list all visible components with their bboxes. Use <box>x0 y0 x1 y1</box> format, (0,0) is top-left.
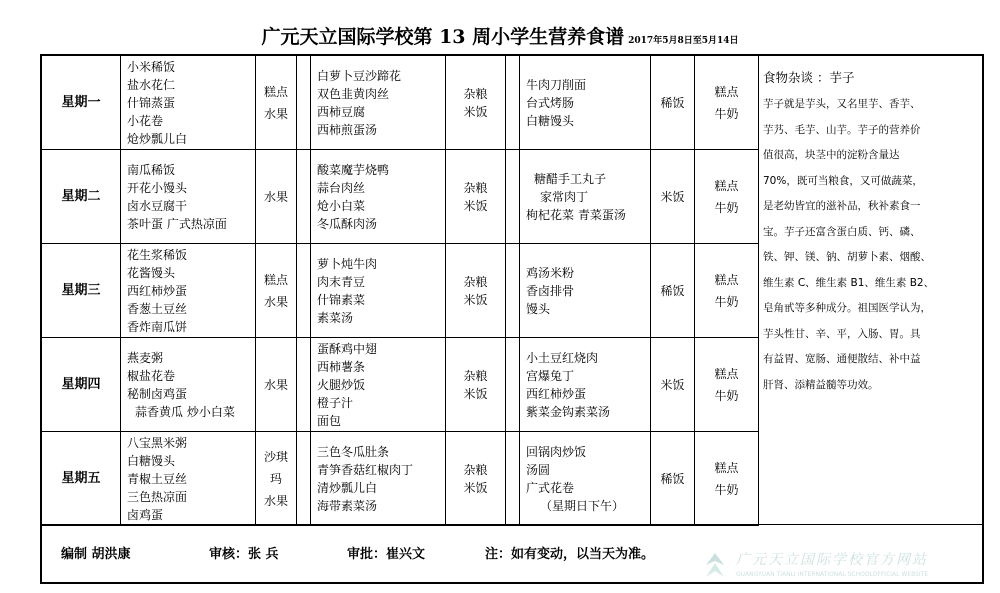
breakfast-cell-item: 南瓜稀饭 <box>127 162 176 177</box>
evening-snack-cell-item: 牛奶 <box>714 482 739 497</box>
table-row <box>42 150 759 244</box>
lunch-dishes-cell-item: 冬瓜酥肉汤 <box>317 216 378 231</box>
evening-snack-cell <box>695 244 759 338</box>
lunch-dishes-cell-item: 蒜台肉丝 <box>317 180 366 195</box>
evening-snack-cell-item: 糕点 <box>714 272 739 287</box>
dinner-staple-cell-item: 米饭 <box>660 377 685 392</box>
reviewer-label: 审核：张 兵 <box>209 547 279 562</box>
trivia-body <box>763 92 978 398</box>
evening-snack-cell-item: 糕点 <box>714 460 739 475</box>
breakfast-cell <box>121 56 256 150</box>
lunch-staple-cell-item: 杂粮 <box>463 462 488 477</box>
lunch-staple-cell-item: 米饭 <box>463 386 488 401</box>
table-row <box>42 338 759 432</box>
dinner-dishes-cell-item: 家常肉丁 <box>540 189 589 204</box>
dinner-dishes-cell-item: 广式花卷 <box>526 480 575 495</box>
lunch-dishes-cell-item: 火腿炒饭 <box>317 377 366 392</box>
trivia-line: 芋头性甘、辛、平，入肠、胃。具 <box>763 327 921 340</box>
trivia-line: 铁、钾、镁、钠、胡萝卜素、烟酸、 <box>763 251 931 263</box>
school-logo-icon <box>700 551 730 579</box>
dinner-staple-cell-item: 稀饭 <box>660 95 685 110</box>
evening-snack-cell-item: 牛奶 <box>714 294 739 309</box>
morning-snack-cell-item: 糕点 <box>263 84 288 99</box>
evening-snack-cell <box>695 338 759 432</box>
breakfast-cell-item: 卤鸡蛋 <box>127 507 164 522</box>
watermark-text: 广元天立国际学校官方网站 <box>736 552 928 568</box>
morning-snack-cell-item: 沙琪 <box>263 449 288 464</box>
trivia-line: 70%，既可当粮食，又可做蔬菜， <box>763 174 923 187</box>
lunch-dishes-cell-item: 双色韭黄肉丝 <box>317 86 390 101</box>
breakfast-cell-item: 花生浆稀饭 <box>127 247 188 262</box>
lunch-dishes-cell-item: 三色冬瓜肚条 <box>317 444 390 459</box>
breakfast-cell-item: 椒盐花卷 <box>127 368 176 383</box>
breakfast-cell-item: 小花卷 <box>127 113 164 128</box>
lunch-dishes-cell-item: 肉末青豆 <box>317 274 366 289</box>
breakfast-cell-item: 小米稀饭 <box>127 59 176 74</box>
day-label: 星期一 <box>42 56 121 150</box>
evening-snack-cell <box>695 150 759 244</box>
lunch-staple-cell-item: 杂粮 <box>463 274 488 289</box>
lunch-dishes-cell <box>311 150 446 244</box>
lunch-staple-cell-item: 米饭 <box>463 104 488 119</box>
breakfast-cell-item: 燕麦粥 <box>127 350 164 365</box>
menu-table <box>41 55 759 526</box>
breakfast-cell-item: 青椒土豆丝 <box>127 471 188 486</box>
evening-snack-cell <box>695 432 759 526</box>
menu-body <box>42 56 759 526</box>
day-label: 星期四 <box>42 338 121 432</box>
page-title <box>0 22 1000 49</box>
lunch-staple-cell-item: 米饭 <box>463 480 488 495</box>
dinner-dishes-cell <box>520 150 651 244</box>
breakfast-cell <box>121 150 256 244</box>
morning-snack-cell <box>256 432 297 526</box>
title-text: 广元天立国际学校第 13 周小学生营养食谱 <box>261 26 625 48</box>
trivia-heading: 食物杂谈 ：芋子 <box>763 70 855 85</box>
lunch-dishes-cell-item: 西柿豆腐 <box>317 104 366 119</box>
morning-snack-cell-item: 水果 <box>263 106 288 121</box>
lunch-staple-cell-item: 杂粮 <box>463 86 488 101</box>
dinner-dishes-cell-item: 馒头 <box>526 301 551 316</box>
evening-snack-cell-item: 糕点 <box>714 84 739 99</box>
lunch-staple-cell-item: 杂粮 <box>463 368 488 383</box>
lunch-dishes-cell-item: 面包 <box>317 413 342 428</box>
breakfast-cell-item: 秘制卤鸡蛋 <box>127 386 188 401</box>
breakfast-cell <box>121 432 256 526</box>
morning-snack-cell-item: 水果 <box>263 294 288 309</box>
breakfast-cell-item: 开花小馒头 <box>127 180 188 195</box>
spacer-cell <box>506 432 520 526</box>
lunch-dishes-cell <box>311 244 446 338</box>
evening-snack-cell-item: 牛奶 <box>714 388 739 403</box>
spacer-cell <box>297 338 311 432</box>
spacer-cell <box>297 56 311 150</box>
dinner-dishes-cell-item: 紫菜金钩素菜汤 <box>526 404 611 419</box>
dinner-dishes-cell-item: 台式烤肠 <box>526 95 575 110</box>
morning-snack-cell-item: 水果 <box>263 189 288 204</box>
dinner-staple-cell <box>651 56 695 150</box>
food-trivia-panel <box>758 56 982 524</box>
breakfast-cell <box>121 338 256 432</box>
day-label: 星期二 <box>42 150 121 244</box>
evening-snack-cell-item: 牛奶 <box>714 106 739 121</box>
morning-snack-cell <box>256 56 297 150</box>
lunch-dishes-cell-item: 萝卜炖牛肉 <box>317 256 378 271</box>
lunch-dishes-cell-item: 清炒瓢儿白 <box>317 480 378 495</box>
dinner-dishes-cell-item: 白糖馒头 <box>526 113 575 128</box>
school-watermark <box>700 549 990 589</box>
breakfast-cell <box>121 244 256 338</box>
spacer-cell <box>506 56 520 150</box>
table-row <box>42 432 759 526</box>
evening-snack-cell <box>695 56 759 150</box>
trivia-line: 皂角甙等多种成分。祖国医学认为， <box>763 302 931 314</box>
dinner-dishes-cell <box>520 338 651 432</box>
spacer-cell <box>506 244 520 338</box>
spacer-cell <box>506 150 520 244</box>
morning-snack-cell-item: 水果 <box>263 493 288 508</box>
morning-snack-cell <box>256 244 297 338</box>
dinner-dishes-cell-item: 宫爆兔丁 <box>526 368 575 383</box>
breakfast-cell-item: 白糖馒头 <box>127 453 176 468</box>
morning-snack-cell <box>256 150 297 244</box>
spacer-cell <box>297 432 311 526</box>
lunch-staple-cell-item: 米饭 <box>463 292 488 307</box>
breakfast-cell-item: 三色热凉面 <box>127 489 188 504</box>
dinner-dishes-cell-item: 汤圆 <box>526 462 551 477</box>
lunch-dishes-cell-item: 青笋香菇红椒肉丁 <box>317 462 414 477</box>
table-row <box>42 244 759 338</box>
lunch-dishes-cell-item: 西柿薯条 <box>317 359 366 374</box>
evening-snack-cell-item: 糕点 <box>714 366 739 381</box>
spacer-cell <box>506 338 520 432</box>
trivia-line: 是老幼皆宜的滋补品，秋补素食一 <box>763 200 921 212</box>
lunch-dishes-cell-item: 海带素菜汤 <box>317 498 378 513</box>
trivia-line: 宝。芋子还富含蛋白质、钙、磷、 <box>763 225 921 238</box>
dinner-staple-cell-item: 稀饭 <box>660 471 685 486</box>
lunch-staple-cell <box>446 56 506 150</box>
approver-label: 审批：崔兴文 <box>347 547 426 562</box>
day-label: 星期五 <box>42 432 121 526</box>
trivia-line: 芋艿、毛芋、山芋。芋子的营养价 <box>763 123 921 136</box>
note-label: 注：如有变动，以当天为准。 <box>485 547 655 562</box>
dinner-dishes-cell-item: （星期日下午） <box>540 498 625 513</box>
watermark-subtext: GUANGYUAN TIANLI INTERNATIONAL SCHOOLOFFICIAL WEBSITE <box>736 571 929 578</box>
breakfast-cell-item: 卤水豆腐干 <box>127 198 188 213</box>
lunch-dishes-cell-item: 西柿煎蛋汤 <box>317 122 378 137</box>
lunch-dishes-cell <box>311 432 446 526</box>
dinner-dishes-cell-item: 牛肉刀削面 <box>526 77 587 92</box>
trivia-line: 值很高，块茎中的淀粉含量达 <box>763 149 900 161</box>
breakfast-cell-item: 八宝黑米粥 <box>127 435 188 450</box>
trivia-line: 维生素 C、维生素 B1、维生素 B2、 <box>763 276 935 289</box>
breakfast-cell-item: 炝炒瓢儿白 <box>127 131 188 146</box>
breakfast-cell-item: 香葱土豆丝 <box>127 301 188 316</box>
dinner-dishes-cell-item: 西红柿炒蛋 <box>526 386 587 401</box>
lunch-staple-cell <box>446 432 506 526</box>
dinner-dishes-cell <box>520 244 651 338</box>
lunch-staple-cell <box>446 150 506 244</box>
lunch-dishes-cell-item: 素菜汤 <box>317 310 354 325</box>
lunch-dishes-cell-item: 炝小白菜 <box>317 198 366 213</box>
dinner-dishes-cell-item: 回锅肉炒饭 <box>526 444 587 459</box>
spacer-cell <box>297 244 311 338</box>
lunch-staple-cell-item: 米饭 <box>463 198 488 213</box>
dinner-staple-cell <box>651 338 695 432</box>
lunch-dishes-cell-item: 酸菜魔芋烧鸭 <box>317 162 390 177</box>
lunch-staple-cell <box>446 244 506 338</box>
lunch-dishes-cell <box>311 56 446 150</box>
evening-snack-cell-item: 牛奶 <box>714 200 739 215</box>
dinner-staple-cell <box>651 244 695 338</box>
breakfast-cell-item: 西红柿炒蛋 <box>127 283 188 298</box>
lunch-staple-cell-item: 杂粮 <box>463 180 488 195</box>
breakfast-cell-item: 香炸南瓜饼 <box>127 319 188 334</box>
lunch-dishes-cell-item: 白萝卜豆沙蹄花 <box>317 68 402 83</box>
dinner-staple-cell <box>651 432 695 526</box>
breakfast-cell-item: 蒜香黄瓜 炒小白菜 <box>135 404 235 419</box>
date-range: 2017年5月8日至5月14日 <box>628 36 739 46</box>
breakfast-cell-item: 花酱馒头 <box>127 265 176 280</box>
trivia-line: 肝肾、添精益髓等功效。 <box>763 378 879 391</box>
lunch-dishes-cell-item: 蛋酥鸡中翅 <box>317 341 378 356</box>
dinner-staple-cell-item: 米饭 <box>660 189 685 204</box>
lunch-dishes-cell <box>311 338 446 432</box>
spacer-cell <box>297 150 311 244</box>
dinner-dishes-cell-item: 香卤排骨 <box>526 283 575 298</box>
lunch-dishes-cell-item: 橙子汁 <box>317 395 354 410</box>
dinner-dishes-cell <box>520 56 651 150</box>
evening-snack-cell-item: 糕点 <box>714 178 739 193</box>
dinner-staple-cell-item: 稀饭 <box>660 283 685 298</box>
trivia-line: 芋子就是芋头，又名里芋、香芋、 <box>763 98 921 110</box>
table-row <box>42 56 759 150</box>
dinner-dishes-cell-item: 糖醋手工丸子 <box>534 171 607 186</box>
day-label: 星期三 <box>42 244 121 338</box>
morning-snack-cell-item: 玛 <box>269 471 282 486</box>
breakfast-cell-item: 什锦蒸蛋 <box>127 95 176 110</box>
lunch-dishes-cell-item: 什锦素菜 <box>317 292 366 307</box>
dinner-dishes-cell <box>520 432 651 526</box>
trivia-line: 有益胃、宽肠、通便散结、补中益 <box>763 353 921 365</box>
breakfast-cell-item: 茶叶蛋 广式热凉面 <box>127 216 227 231</box>
morning-snack-cell <box>256 338 297 432</box>
breakfast-cell-item: 盐水花仁 <box>127 77 176 92</box>
dinner-dishes-cell-item: 枸杞花菜 青菜蛋汤 <box>526 207 626 222</box>
dinner-dishes-cell-item: 小土豆红烧肉 <box>526 350 599 365</box>
lunch-staple-cell <box>446 338 506 432</box>
editor-label: 编制 胡洪康 <box>61 547 131 562</box>
morning-snack-cell-item: 糕点 <box>263 272 288 287</box>
morning-snack-cell-item: 水果 <box>263 377 288 392</box>
dinner-staple-cell <box>651 150 695 244</box>
dinner-dishes-cell-item: 鸡汤米粉 <box>526 265 575 280</box>
